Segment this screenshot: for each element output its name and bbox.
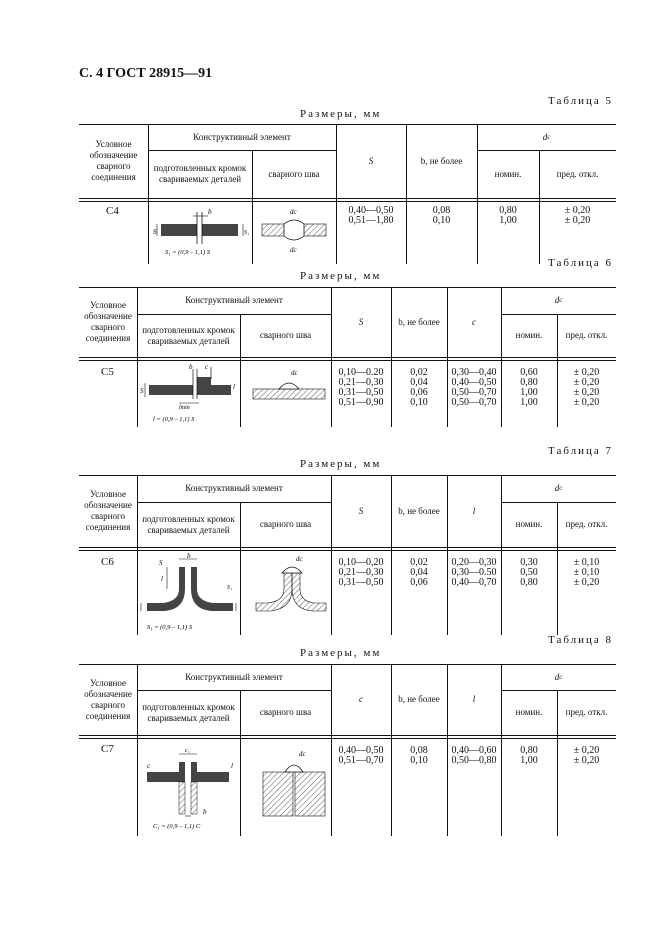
table-7: [79, 475, 616, 635]
col-dc: [501, 475, 616, 502]
cell-l: 0,20—0,30 0,30—0.50 0,40—0,70: [451, 557, 497, 588]
cell-nom: 0,60 0,80 1,00 1,00: [520, 367, 538, 408]
col-designation: Условное обозначение сварного соединения: [89, 139, 138, 182]
dim-c: c: [147, 762, 151, 770]
cell-nom: 0,80 1,00: [499, 205, 517, 226]
col-seam: сварного шва: [259, 330, 312, 340]
cell-nom: 0,80 1,00: [520, 745, 538, 766]
dim-b: b: [208, 208, 212, 216]
dim-s: S: [159, 559, 163, 567]
col-prepared: подготовленных кромок свариваемых деталей: [142, 324, 235, 346]
formula: l = (0,9 – 1,1) S: [153, 416, 195, 423]
col-dc-sub: c: [559, 484, 563, 492]
table-label: Таблица 7: [548, 445, 614, 457]
col-dc: [501, 664, 616, 690]
col-seam: сварного шва: [259, 707, 312, 717]
col-dev: пред. откл.: [565, 519, 608, 529]
col-nom: номин.: [494, 168, 522, 179]
col-b: b, не более: [398, 316, 440, 327]
dim-s: S: [153, 228, 157, 236]
col-element: Конструктивный элемент: [193, 131, 291, 142]
col-dc-sub: c: [559, 672, 563, 681]
col-dev: пред. откл.: [565, 707, 608, 717]
dim-s1: S₁: [244, 230, 249, 236]
col-element: Конструктивный элемент: [185, 671, 283, 682]
dim-l: l: [161, 575, 163, 583]
col-dev: пред. откл.: [556, 168, 599, 179]
col-dc: [501, 287, 616, 314]
page-header: С. 4 ГОСТ 28915—91: [79, 66, 213, 81]
cell-s: 0,10—0.20 0,21—0,30 0,31—0,50 0,51—0,90: [338, 367, 384, 408]
col-s: S: [358, 505, 364, 516]
col-s: S: [358, 316, 364, 327]
row-id: С6: [101, 556, 114, 568]
dim-s1: S₁: [227, 585, 233, 591]
formula: C₁ = (0,9 – 1,1) C: [153, 823, 201, 830]
dim-l: l: [231, 762, 233, 770]
cell-dev: ± 0,20 ± 0,20 ± 0,20 ± 0,20: [573, 367, 600, 408]
col-nom: номин.: [515, 707, 543, 717]
dim-s: S: [140, 387, 144, 395]
col-dc: [477, 124, 616, 150]
cell-c: 0,30—0,40 0,40—0,50 0,50—0,70 0,50—0,70: [451, 367, 497, 408]
cell-c: 0,40—0,50 0,51—0,70: [338, 745, 384, 766]
dim-b: b: [203, 808, 207, 816]
cell-s: 0,10—0,20 0,21—0,30 0,31—0,50: [338, 557, 384, 588]
table-label: Таблица 6: [548, 257, 614, 269]
row-id: С4: [106, 205, 119, 217]
table-caption: Размеры, мм: [300, 647, 382, 659]
table-label: Таблица 8: [548, 634, 614, 646]
dim-c: c: [205, 363, 209, 371]
dim-lmin: lmin: [179, 405, 190, 411]
col-nom: номин.: [515, 330, 543, 340]
dim-dc: dc: [296, 555, 303, 563]
cell-b: 0,02 0,04 0,06 0,10: [410, 367, 428, 408]
edge-prep-sketch: [139, 553, 239, 633]
col-element: Конструктивный элемент: [185, 483, 283, 493]
col-s: S: [368, 155, 374, 166]
cell-b: 0,08 0,10: [432, 205, 451, 226]
weld-seam-sketch: [249, 363, 329, 417]
dim-dc: dc: [299, 750, 306, 758]
col-b: b, не более: [398, 694, 440, 704]
col-dc-text: d: [554, 671, 560, 682]
col-prepared: подготовленных кромок свариваемых деталей: [153, 163, 247, 184]
dim-dc: dc: [290, 208, 297, 216]
row-id: С5: [101, 366, 114, 378]
dim-b: b: [187, 553, 191, 560]
cell-dev: ± 0,20 ± 0,20: [573, 745, 600, 766]
cell-dev: ± 0,20 ± 0,20: [564, 205, 591, 226]
cell-dev: ± 0,10 ± 0,10 ± 0,20: [573, 557, 600, 588]
cell-s: 0,40—0,50 0,51—1,80: [348, 205, 394, 226]
col-c: c: [359, 694, 363, 704]
col-designation: Условное обозначение сварного соединения: [84, 489, 132, 532]
col-nom: номин.: [515, 519, 543, 529]
col-prepared: подготовленных кромок свариваемых деталей: [142, 513, 235, 535]
row-id: С7: [101, 743, 114, 755]
col-dc-text: d: [554, 483, 560, 493]
col-dc-text: d: [542, 131, 548, 142]
table-caption: Размеры, мм: [300, 270, 382, 282]
weld-seam-sketch: [259, 746, 329, 822]
col-b: b, не более: [420, 155, 463, 166]
col-dc-sub: c: [547, 132, 551, 141]
col-c: c: [472, 316, 476, 327]
col-seam: сварного шва: [259, 519, 312, 529]
dim-b: b: [189, 363, 193, 371]
col-designation: Условное обозначение сварного соединения: [84, 300, 132, 343]
edge-prep-sketch: [139, 742, 239, 834]
weld-seam-sketch: [256, 202, 334, 258]
formula: S₁ = (0,9 – 1,1) S: [165, 249, 211, 256]
col-l: l: [472, 694, 476, 704]
col-designation: Условное обозначение сварного соединения: [84, 677, 132, 721]
table-5: [79, 124, 616, 264]
cell-l: 0,40—0,60 0,50—0,80: [451, 745, 497, 766]
edge-prep-sketch: [153, 204, 249, 260]
col-dc-sub: c: [559, 296, 563, 304]
col-b: b, не более: [398, 505, 440, 516]
cell-b: 0,08 0,10: [410, 745, 428, 766]
table-6: [79, 287, 616, 427]
cell-b: 0,02 0,04 0,06: [410, 557, 428, 588]
dim-dc: dc: [290, 246, 297, 254]
edge-prep-sketch: [139, 363, 239, 425]
dim-c1: c₁: [185, 748, 190, 754]
col-dev: пред. откл.: [565, 330, 608, 340]
col-element: Конструктивный элемент: [185, 295, 283, 305]
table-8: [79, 664, 616, 836]
table-caption: Размеры, мм: [300, 458, 382, 470]
col-l: l: [472, 505, 476, 516]
table-caption: Размеры, мм: [300, 108, 382, 120]
cell-nom: 0,30 0,50 0,80: [520, 557, 538, 588]
table-label: Таблица 5: [548, 95, 614, 107]
dim-dc: dc: [291, 369, 298, 377]
col-prepared: подготовленных кромок свариваемых деталей: [142, 701, 235, 723]
dim-l: l: [233, 383, 235, 391]
col-seam: сварного шва: [268, 168, 320, 179]
col-dc-text: d: [554, 295, 560, 305]
weld-seam-sketch: [254, 555, 328, 617]
formula: S₁ = (0,9 – 1,1) S: [147, 624, 193, 631]
